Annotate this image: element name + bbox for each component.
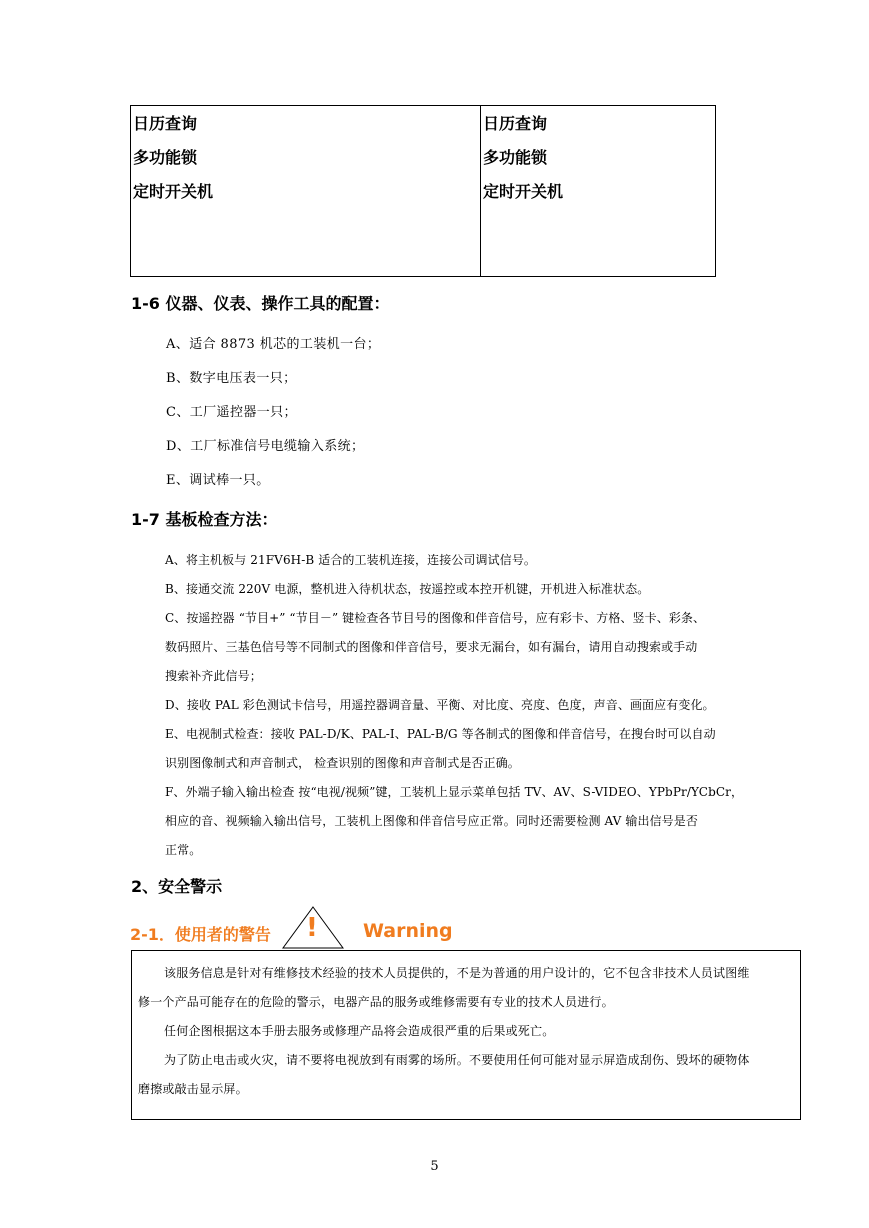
step-line: C、按遥控器 “节目+” “节目－” 键检查各节目号的图像和伴音信号，应有彩卡、方格、竖卡、彩条、 xyxy=(165,611,706,625)
warning-line: 修一个产品可能存在的危险的警示，电器产品的服务或维修需要有专业的技术人员进行。 xyxy=(138,995,614,1009)
step-line: 识别图像制式和声音制式， 检查识别的图像和声音制式是否正确。 xyxy=(165,756,520,770)
list-item: A、适合 8873 机芯的工装机一台； xyxy=(166,337,381,352)
warning-triangle-icon xyxy=(281,906,345,950)
section-heading-2: 2、安全警示 xyxy=(131,877,223,896)
step-line: D、接收 PAL 彩色测试卡信号，用遥控器调音量、平衡、对比度、亮度、色度，声音、画面应有变化。 xyxy=(165,698,715,712)
list-item: B、数字电压表一只； xyxy=(166,371,297,386)
list-item: C、工厂遥控器一只； xyxy=(166,405,297,420)
table-cell: 日历查询 xyxy=(483,114,548,133)
feature-table xyxy=(130,105,716,277)
list-item: D、工厂标准信号电缆输入系统； xyxy=(166,439,365,454)
table-cell: 定时开关机 xyxy=(483,182,564,201)
step-line: 相应的音、视频输入输出信号，工装机上图像和伴音信号应正常。同时还需要检测 AV 输出信号是否 xyxy=(165,814,698,828)
step-line: B、接通交流 220V 电源，整机进入待机状态，按遥控或本控开机键，开机进入标准状态。 xyxy=(165,582,650,596)
table-cell: 定时开关机 xyxy=(133,182,214,201)
table-cell: 多功能锁 xyxy=(133,148,198,167)
warning-box xyxy=(131,950,801,1120)
warning-line: 任何企图根据这本手册去服务或修理产品将会造成很严重的后果或死亡。 xyxy=(164,1024,555,1038)
feature-table-right-column xyxy=(481,106,715,276)
warning-line: 为了防止电击或火灾，请不要将电视放到有雨雾的场所。不要使用任何可能对显示屏造成刮伤、毁坏的硬物体 xyxy=(164,1053,750,1067)
step-line: E、电视制式检查：接收 PAL-D/K、PAL-I、PAL-B/G 等各制式的图像和伴音信号，在搜台时可以自动 xyxy=(165,727,716,741)
warning-heading xyxy=(130,906,530,950)
feature-table-left-column xyxy=(131,106,481,276)
list-item: E、调试棒一只。 xyxy=(166,473,270,488)
warning-line: 该服务信息是针对有维修技术经验的技术人员提供的，不是为普通的用户设计的，它不包含非技术人员试图维 xyxy=(164,966,750,980)
table-cell: 多功能锁 xyxy=(483,148,548,167)
step-line: 数码照片、三基色信号等不同制式的图像和伴音信号，要求无漏台，如有漏台，请用自动搜索或手动 xyxy=(165,640,698,654)
warning-line: 磨擦或敲击显示屏。 xyxy=(138,1082,248,1096)
warning-word: Warning xyxy=(363,920,453,942)
warning-title: 2-1．使用者的警告 xyxy=(130,925,271,944)
step-line: A、将主机板与 21FV6H-B 适合的工装机连接，连接公司调试信号。 xyxy=(165,553,537,567)
page-number: 5 xyxy=(430,1159,439,1174)
table-cell: 日历查询 xyxy=(133,114,198,133)
section-heading-1-7: 1-7 基板检查方法： xyxy=(131,510,278,529)
step-line: 正常。 xyxy=(165,843,202,857)
warning-exclamation: ! xyxy=(306,913,318,943)
step-line: F、外端子输入输出检查 按“电视/视频”键，工装机上显示菜单包括 TV、AV、S-VIDEO、YPbPr/YCbCr， xyxy=(165,785,744,799)
step-line: 搜索补齐此信号； xyxy=(165,669,262,683)
section-heading-1-6: 1-6 仪器、仪表、操作工具的配置： xyxy=(131,294,390,313)
